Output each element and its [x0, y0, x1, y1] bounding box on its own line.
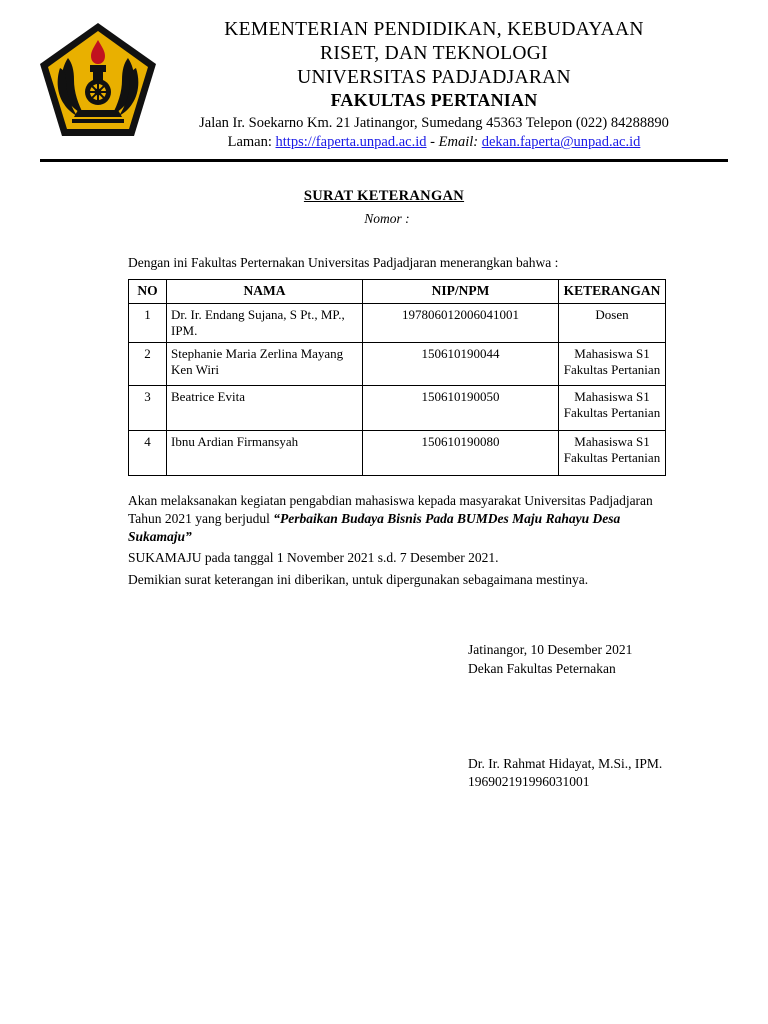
column-header-nama: NAMA: [167, 279, 363, 303]
cell-no: 3: [129, 385, 167, 430]
document-number: Nomor :: [364, 210, 410, 226]
signatory-block: [128, 755, 666, 791]
cell-nama: Stephanie Maria Zerlina Mayang Ken Wiri: [167, 342, 363, 385]
cell-nip: 150610190050: [363, 385, 559, 430]
signature-place-date: Jatinangor, 10 Desember 2021: [468, 641, 633, 657]
unpad-logo-icon: [34, 20, 162, 148]
header-divider: [40, 159, 728, 162]
web-label: Laman:: [227, 134, 272, 151]
faculty-name: FAKULTAS PERTANIAN: [330, 90, 538, 111]
closing-statement: Demikian surat keterangan ini diberikan, untuk dipergunakan sebagaimana mestinya.: [128, 571, 589, 587]
column-header-nip: NIP/NPM: [363, 279, 559, 303]
cell-keterangan: Dosen: [559, 303, 666, 342]
letterhead: [40, 18, 728, 153]
table-row: [129, 430, 666, 475]
address-line: Jalan Ir. Soekarno Km. 21 Jatinangor, Sumedang 45363 Telepon (022) 84288890: [199, 114, 669, 131]
document-body: [40, 255, 728, 791]
ministry-line-2: RISET, DAN TEKNOLOGI: [320, 42, 548, 64]
contact-line: [150, 133, 718, 153]
activity-period: SUKAMAJU pada tanggal 1 November 2021 s.d. 7 Desember 2021.: [128, 549, 499, 565]
page-title: SURAT KETERANGAN: [303, 187, 465, 204]
column-header-no: NO: [129, 279, 167, 303]
email-label: Email:: [438, 134, 479, 151]
email-link[interactable]: dekan.faperta@unpad.ac.id: [481, 134, 641, 151]
signatory-name: Dr. Ir. Rahmat Hidayat, M.Si., IPM.: [468, 755, 663, 771]
intro-paragraph: Dengan ini Fakultas Perternakan Universitas Padjadjaran menerangkan bahwa :: [128, 254, 559, 270]
contact-separator: -: [430, 134, 435, 151]
activity-title: “Perbaikan Budaya Bisnis Pada BUMDes Maju Rahayu Desa Sukamaju”: [128, 511, 621, 545]
cell-nama: Dr. Ir. Endang Sujana, S Pt., MP., IPM.: [167, 303, 363, 342]
cell-nama: Beatrice Evita: [167, 385, 363, 430]
university-name: UNIVERSITAS PADJADJARAN: [297, 66, 571, 88]
column-header-keterangan: KETERANGAN: [559, 279, 666, 303]
cell-nip: 197806012006041001: [363, 303, 559, 342]
cell-keterangan: Mahasiswa S1 Fakultas Pertanian: [559, 385, 666, 430]
cell-no: 1: [129, 303, 167, 342]
persons-table: [128, 279, 666, 476]
cell-nama: Ibnu Ardian Firmansyah: [167, 430, 363, 475]
website-link[interactable]: https://faperta.unpad.ac.id: [275, 134, 427, 151]
table-row: [129, 385, 666, 430]
cell-nip: 150610190080: [363, 430, 559, 475]
table-row: [129, 303, 666, 342]
cell-keterangan: Mahasiswa S1 Fakultas Pertanian: [559, 342, 666, 385]
ministry-line-1: KEMENTERIAN PENDIDIKAN, KEBUDAYAAN: [224, 19, 644, 40]
cell-no: 4: [129, 430, 167, 475]
cell-keterangan: Mahasiswa S1 Fakultas Pertanian: [559, 430, 666, 475]
table-row: [129, 342, 666, 385]
signature-block: [128, 641, 666, 679]
activity-paragraph: [128, 492, 666, 589]
cell-nip: 150610190044: [363, 342, 559, 385]
cell-no: 2: [129, 342, 167, 385]
signature-role: Dekan Fakultas Peternakan: [468, 660, 616, 676]
table-header-row: [129, 279, 666, 303]
signatory-nip: 196902191996031001: [468, 773, 590, 789]
activity-text-before: Akan melaksanakan kegiatan pengabdian mahasiswa kepada masyarakat Universitas Padjadjaran Tahun 2021 yang berjudul: [128, 492, 653, 527]
